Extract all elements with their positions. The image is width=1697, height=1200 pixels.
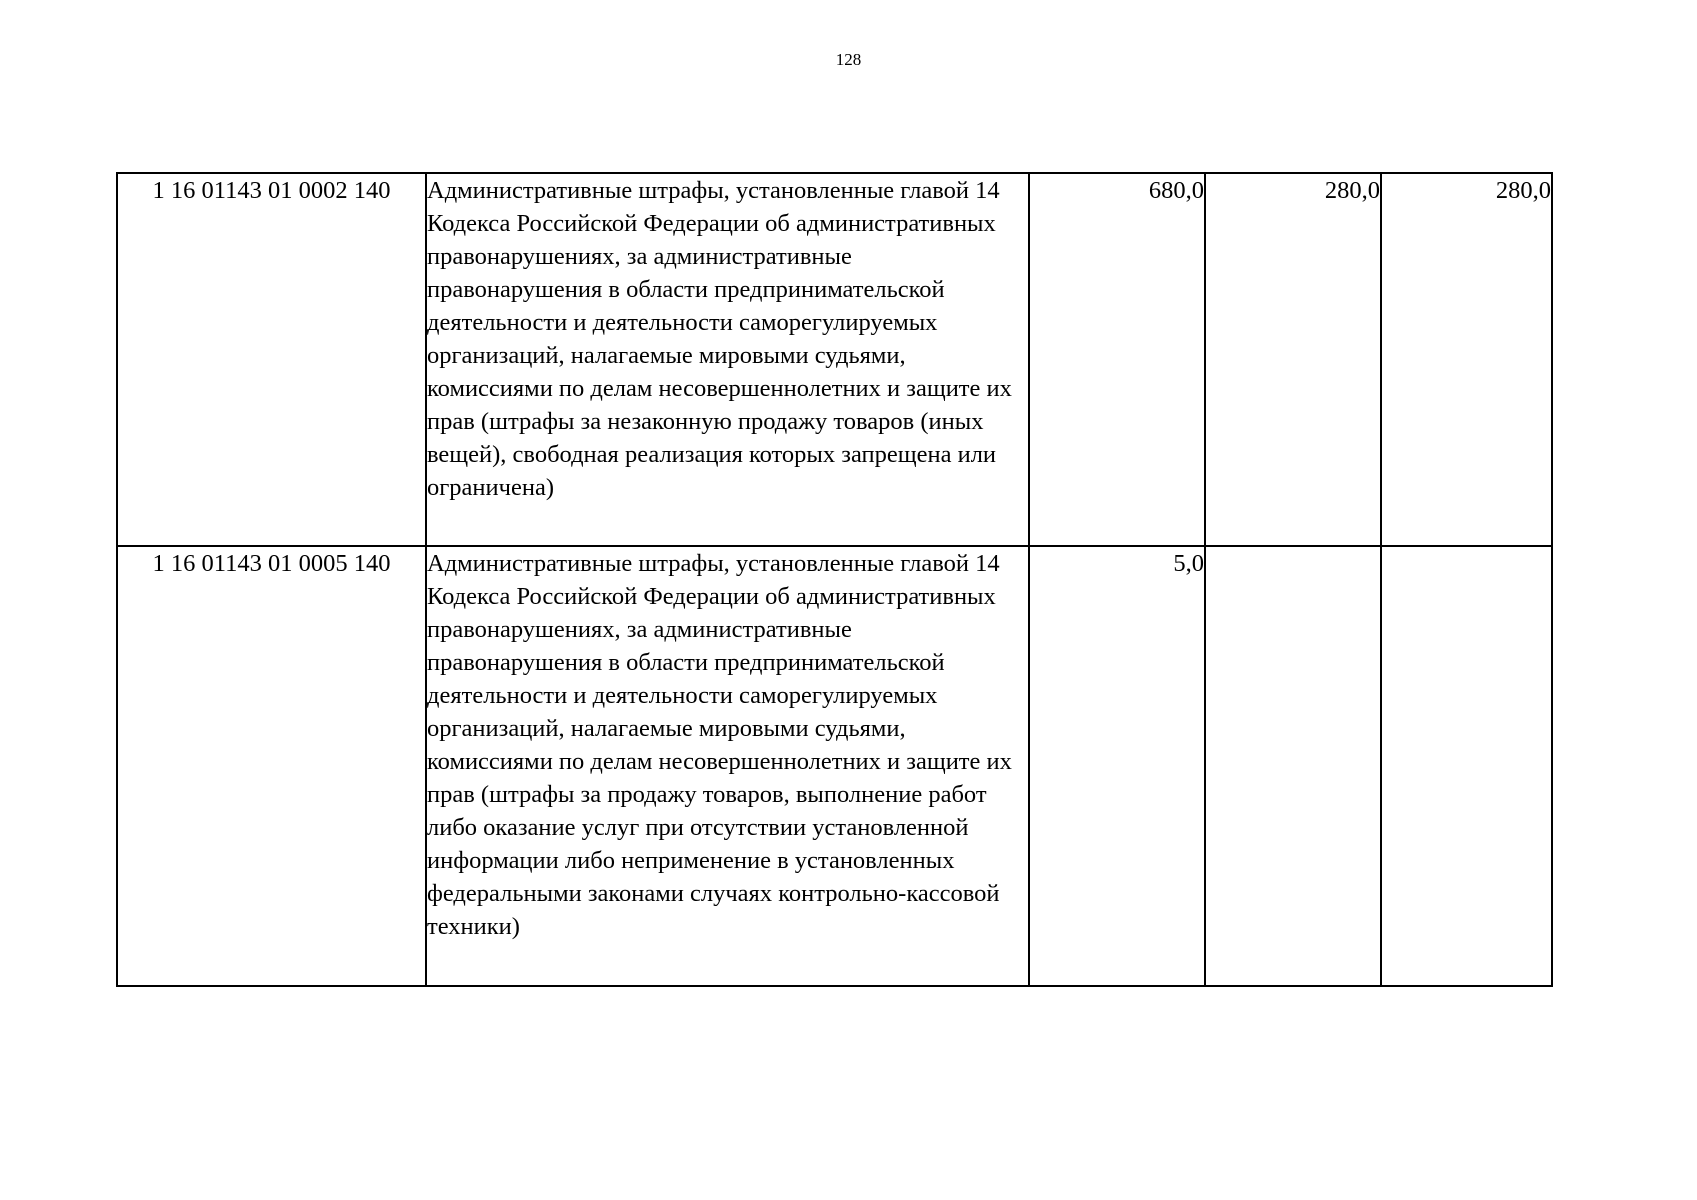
value-cell-2: 280,0 — [1205, 173, 1381, 546]
description-cell: Административные штрафы, установленные главой 14 Кодекса Российской Федерации об административных правонарушениях, за административные правонарушения в области предпринимательской деятельности и деятельности саморегулируемых организаций, налагаемые мировыми судьями, комиссиями по делам несовершеннолетних и защите их прав (штрафы за незаконную продажу товаров (иных вещей), свободная реализация которых запрещена или ограничена) — [426, 173, 1029, 546]
revenue-table — [116, 172, 1553, 987]
value-cell-3: 280,0 — [1381, 173, 1552, 546]
value-cell-1: 5,0 — [1029, 546, 1205, 986]
table-row — [117, 546, 1552, 986]
table-row — [117, 173, 1552, 546]
value-cell-3 — [1381, 546, 1552, 986]
value-cell-2 — [1205, 546, 1381, 986]
value-cell-1: 680,0 — [1029, 173, 1205, 546]
description-cell: Административные штрафы, установленные главой 14 Кодекса Российской Федерации об административных правонарушениях, за административные правонарушения в области предпринимательской деятельности и деятельности саморегулируемых организаций, налагаемые мировыми судьями, комиссиями по делам несовершеннолетних и защите их прав (штрафы за продажу товаров, выполнение работ либо оказание услуг при отсутствии установленной информации либо неприменение в установленных федеральными законами случаях контрольно-кассовой техники) — [426, 546, 1029, 986]
page-number: 128 — [835, 50, 862, 69]
budget-code-cell: 1 16 01143 01 0002 140 — [117, 173, 426, 546]
budget-code-cell: 1 16 01143 01 0005 140 — [117, 546, 426, 986]
